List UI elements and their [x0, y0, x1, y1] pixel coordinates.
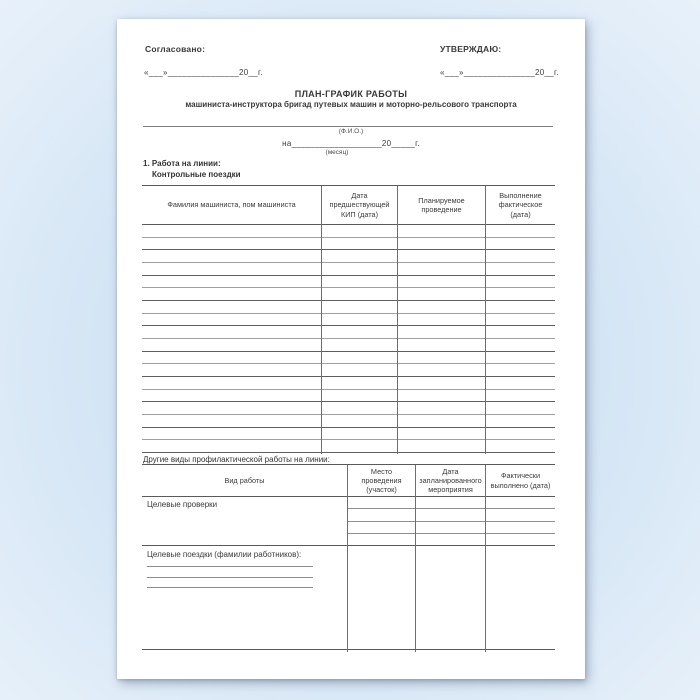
table2-column-divider	[347, 465, 348, 652]
blank-form-line	[147, 557, 313, 568]
blank-form-line	[142, 364, 555, 377]
table1-column-divider	[485, 186, 486, 454]
blank-form-line	[347, 497, 555, 509]
blank-form-line	[142, 288, 555, 301]
blank-form-line	[142, 377, 555, 390]
fio-caption: (Ф.И.О.)	[338, 128, 364, 135]
blank-form-line	[142, 440, 555, 453]
target-trips-write-lines	[147, 557, 313, 589]
blank-form-line	[142, 314, 555, 327]
table1-blank-rows	[142, 225, 555, 453]
blank-form-line	[347, 522, 555, 534]
table2-header-place: Место проведения (участок)	[347, 465, 415, 496]
blank-form-line	[142, 326, 555, 339]
table1-header-driver-name: Фамилия машиниста, пом машиниста	[167, 200, 296, 210]
blank-form-line	[142, 276, 555, 289]
blank-form-line	[142, 250, 555, 263]
section1-title: 1. Работа на линии:	[143, 159, 221, 168]
fio-write-line	[143, 126, 553, 127]
table2-column-divider	[485, 465, 486, 652]
document-sheet	[117, 19, 585, 679]
agreed-label: Согласовано:	[145, 44, 206, 54]
blank-form-line	[142, 225, 555, 238]
control-trips-table	[142, 185, 555, 453]
section1-subtitle: Контрольные поездки	[152, 170, 241, 179]
table1-header-previous-kip-date: Дата предшествующей КИП (дата)	[321, 186, 397, 224]
blank-form-line	[347, 534, 555, 545]
approved-label: УТВЕРЖДАЮ:	[440, 44, 502, 54]
other-work-table	[142, 464, 555, 651]
blank-form-line	[142, 415, 555, 428]
control-trips-table-header	[142, 186, 555, 225]
document-title: ПЛАН-ГРАФИК РАБОТЫ	[294, 89, 408, 99]
table1-header-planned: Планируемое проведение	[397, 186, 485, 224]
target-checks-row	[142, 497, 555, 546]
table2-column-divider	[415, 465, 416, 652]
target-trips-row	[142, 546, 555, 650]
blank-form-line	[142, 402, 555, 415]
target-checks-subrows	[347, 497, 555, 545]
date-blank-left: «___»_______________20__г.	[144, 68, 263, 77]
blank-form-line	[142, 428, 555, 441]
document-subtitle: машиниста-инструктора бригад путевых машин и моторно-рельсового транспорта	[185, 100, 517, 109]
blank-form-line	[147, 567, 313, 578]
blank-form-line	[142, 352, 555, 365]
blank-form-line	[142, 263, 555, 276]
month-write-line: на___________________20_____г.	[282, 139, 420, 148]
target-checks-label: Целевые проверки	[147, 500, 218, 509]
table1-column-divider	[397, 186, 398, 454]
date-blank-right: «___»_______________20__г.	[440, 68, 559, 77]
other-work-label: Другие виды профилактической работы на линии:	[143, 455, 330, 464]
month-caption: (месяц)	[325, 149, 349, 156]
blank-form-line	[142, 390, 555, 403]
table1-header-actual: Выполнение фактическое (дата)	[485, 186, 555, 224]
other-work-table-header	[142, 465, 555, 497]
blank-form-line	[142, 238, 555, 251]
table2-header-work-type: Вид работы	[224, 475, 265, 485]
table2-header-actual-date: Фактически выполнено (дата)	[485, 465, 555, 496]
table2-header-planned-date: Дата запланированного мероприятия	[415, 465, 485, 496]
blank-form-line	[142, 339, 555, 352]
blank-form-line	[147, 578, 313, 589]
blank-form-line	[347, 509, 555, 521]
target-trips-label: Целевые поездки (фамилии работников):	[147, 550, 302, 559]
blank-form-line	[142, 301, 555, 314]
table1-column-divider	[321, 186, 322, 454]
